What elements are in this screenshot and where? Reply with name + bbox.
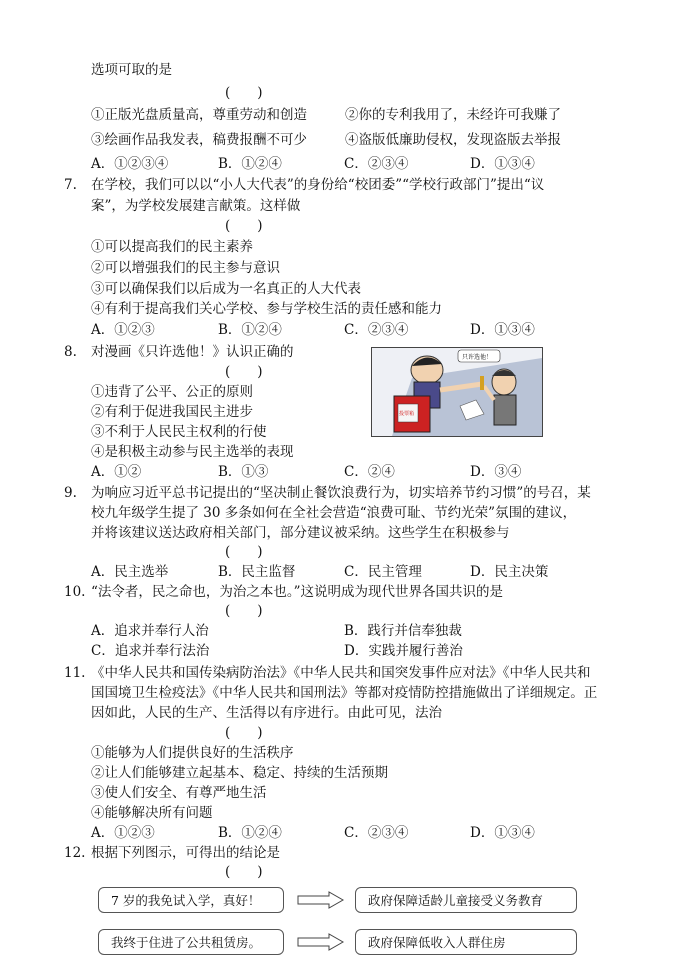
q9-choice-c[interactable]: C．民主管理 — [344, 564, 422, 580]
q6-choice-c[interactable]: C．②③④ — [344, 156, 409, 172]
q10-paren: ( ) — [225, 603, 263, 619]
q6-choice-a[interactable]: A．①②③④ — [91, 156, 169, 172]
q11-paren: ( ) — [225, 725, 263, 741]
q6-choice-d[interactable]: D．①③④ — [470, 156, 535, 172]
q7-stem-line2: 案”，为学校发展建言献策。这样做 — [91, 198, 301, 214]
q11-choices — [91, 824, 651, 842]
ballot-label: 投票箱 — [399, 411, 415, 417]
q10-choices-row1 — [91, 622, 651, 640]
q10-choice-a[interactable]: A．追求并奉行人治 — [91, 623, 209, 639]
q11-opt-1: ①能够为人们提供良好的生活秩序 — [91, 745, 294, 761]
q7-opt-1: ①可以提高我们的民主素养 — [91, 239, 253, 255]
q7-choice-b[interactable]: B．①②④ — [218, 322, 282, 338]
q9-stem-line1: 为响应习近平总书记提出的“坚决制止餐饮浪费行为，切实培养节约习惯”的号召，某 — [91, 485, 591, 501]
q11-stem-line1: 《中华人民共和国传染病防治法》《中华人民共和国突发事件应对法》《中华人民共和 — [91, 665, 591, 681]
q7-opt-3: ③可以确保我们以后成为一名真正的人大代表 — [91, 281, 361, 297]
q6-opt-1: ①正版光盘质量高，尊重劳动和创造 — [91, 107, 307, 123]
q8-choice-d[interactable]: D．③④ — [470, 464, 522, 480]
q7-number: 7. — [64, 177, 77, 193]
q8-number: 8. — [64, 344, 77, 360]
q12-paren: ( ) — [225, 864, 263, 880]
q7-stem-line1: 在学校，我们可以以“小人大代表”的身份给“校团委”“学校行政部门”提出“议 — [91, 177, 545, 193]
arrow-right-icon — [297, 933, 345, 951]
q6-opt-3: ③绘画作品我发表，稿费报酬不可少 — [91, 132, 307, 148]
q6-choice-b[interactable]: B．①②④ — [218, 156, 282, 172]
q9-paren: ( ) — [225, 544, 263, 560]
q6-opts-row1 — [91, 106, 651, 124]
q8-choice-b[interactable]: B．①③ — [218, 464, 269, 480]
q8-opt-3: ③不利于人民民主权利的行使 — [91, 424, 267, 440]
q9-number: 9. — [64, 485, 77, 501]
q7-choice-c[interactable]: C．②③④ — [344, 322, 409, 338]
q9-choice-d[interactable]: D．民主决策 — [470, 564, 549, 580]
q12-stem: 根据下列图示，可得出的结论是 — [91, 845, 280, 861]
q8-stem: 对漫画《只许选他！》认识正确的 — [91, 344, 294, 360]
q10-choices-row2 — [91, 642, 651, 660]
q10-number: 10. — [64, 584, 86, 600]
q11-choice-b[interactable]: B．①②④ — [218, 825, 282, 841]
q9-stem-line3: 并将该建议送达政府相关部门，部分建议被采纳。这些学生在积极参与 — [91, 525, 510, 541]
q6-opt-4: ④盗版低廉助侵权，发现盗版去举报 — [345, 132, 561, 148]
q8-opt-1: ①违背了公平、公正的原则 — [91, 384, 253, 400]
q12-number: 12. — [64, 845, 86, 861]
q11-opt-3: ③使人们安全、有尊严地生活 — [91, 785, 267, 801]
q7-choice-d[interactable]: D．①③④ — [470, 322, 535, 338]
q7-choices — [91, 321, 651, 339]
q6-stem-tail: 选项可取的是 — [91, 62, 172, 78]
q11-stem-line3: 因如此，人民的生产、生活得以有序进行。由此可见，法治 — [91, 705, 442, 721]
q9-stem-line2: 校九年级学生提了 30 多条如何在全社会营造“浪费可耻、节约光荣”氛围的建议， — [91, 505, 577, 521]
q6-choices — [91, 155, 651, 173]
q11-opt-2: ②让人们能够建立起基本、稳定、持续的生活预期 — [91, 765, 388, 781]
q7-paren: ( ) — [225, 218, 263, 234]
q11-choice-a[interactable]: A．①②③ — [91, 825, 155, 841]
q8-choice-c[interactable]: C．②④ — [344, 464, 395, 480]
q11-stem-line2: 国国境卫生检疫法》《中华人民共和国刑法》等都对疫情防控措施做出了详细规定。正 — [91, 685, 598, 701]
q6-opt-2: ②你的专利我用了，未经许可我赚了 — [345, 107, 561, 123]
diagram-left-box-1: 7 岁的我免试入学，真好！ — [98, 887, 284, 913]
q9-choices — [91, 563, 651, 581]
q8-paren: ( ) — [225, 364, 263, 380]
diagram-right-box-1: 政府保障适龄儿童接受义务教育 — [355, 887, 577, 913]
q11-choice-c[interactable]: C．②③④ — [344, 825, 409, 841]
q6-opts-row2 — [91, 131, 651, 149]
diagram-right-box-2: 政府保障低收入人群住房 — [355, 929, 577, 955]
q10-choice-c[interactable]: C．追求并奉行法治 — [91, 643, 210, 659]
arrow-right-icon — [297, 891, 345, 909]
q9-choice-a[interactable]: A．民主选举 — [91, 564, 169, 580]
q6-paren: ( ) — [225, 85, 263, 101]
q8-opt-4: ④是积极主动参与民主选举的表现 — [91, 444, 294, 460]
q11-opt-4: ④能够解决所有问题 — [91, 805, 213, 821]
q8-opt-2: ②有利于促进我国民主进步 — [91, 404, 253, 420]
cartoon-illustration — [372, 348, 542, 436]
cartoon-caption: 只许选他！ — [462, 354, 493, 361]
q10-choice-d[interactable]: D．实践并履行善治 — [344, 643, 463, 659]
q7-opt-2: ②可以增强我们的民主参与意识 — [91, 260, 280, 276]
q9-choice-b[interactable]: B．民主监督 — [218, 564, 296, 580]
q11-number: 11. — [64, 665, 86, 681]
q7-choice-a[interactable]: A．①②③ — [91, 322, 155, 338]
q8-cartoon — [371, 347, 543, 437]
diagram-left-box-2: 我终于住进了公共租赁房。 — [98, 929, 284, 955]
q8-choices — [91, 463, 651, 481]
q10-choice-b[interactable]: B．践行并信奉独裁 — [344, 623, 462, 639]
q8-choice-a[interactable]: A．①② — [91, 464, 142, 480]
q7-opt-4: ④有利于提高我们关心学校、参与学校生活的责任感和能力 — [91, 301, 442, 317]
q10-stem: “法令者，民之命也，为治之本也。”这说明成为现代世界各国共识的是 — [91, 584, 504, 600]
q11-choice-d[interactable]: D．①③④ — [470, 825, 535, 841]
